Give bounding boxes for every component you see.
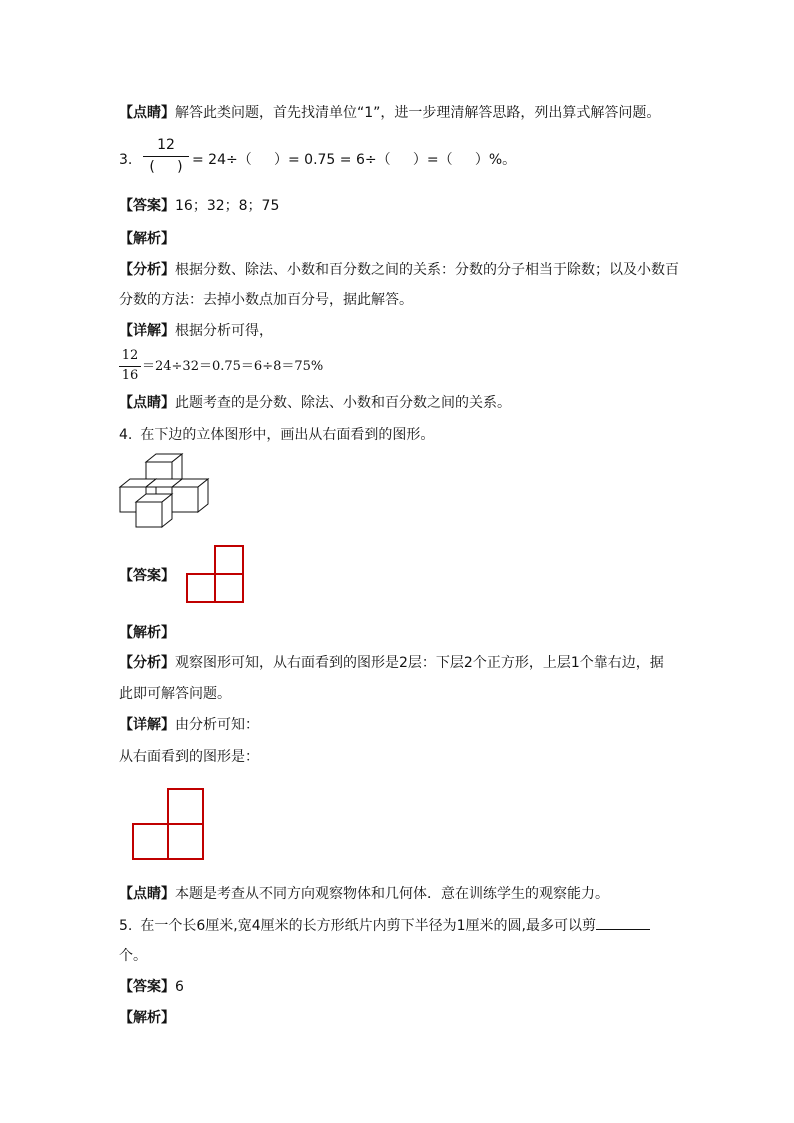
q4-text: 在下边的立体图形中，画出从右面看到的图形。 bbox=[140, 427, 435, 443]
detail-tag: 【详解】 bbox=[119, 717, 175, 733]
detail-figure bbox=[131, 787, 207, 861]
detail-text: 由分析可知： bbox=[175, 717, 259, 733]
comment-text: 解答此类问题，首先找清单位“1”，进一步理清解答思路，列出算式解答问题。 bbox=[175, 105, 661, 121]
q3-detail bbox=[119, 321, 273, 341]
answer-tag: 【答案】 bbox=[119, 198, 175, 214]
q3-analysis-line1 bbox=[119, 260, 679, 280]
q3-eq-fraction bbox=[119, 348, 141, 384]
q3-number: 3. bbox=[119, 152, 133, 168]
q4-detail-line2: 从右面看到的图形是： bbox=[119, 749, 259, 765]
comment-tag: 【点睛】 bbox=[119, 395, 175, 411]
comment-text: 本题是考查从不同方向观察物体和几何体．意在训练学生的观察能力。 bbox=[175, 886, 609, 902]
q3-equation: = 24÷（ ）= 0.75 = 6÷（ ）=（ ）%。 bbox=[192, 152, 517, 168]
q4-number: 4. bbox=[119, 427, 133, 443]
q5-question-line2: 个。 bbox=[119, 948, 147, 964]
answer-text: 6 bbox=[175, 979, 184, 995]
answer-blank[interactable] bbox=[596, 915, 650, 930]
q5-text: 在一个长6厘米,宽4厘米的长方形纸片内剪下半径为1厘米的圆,最多可以剪 bbox=[140, 918, 596, 934]
answer-tag: 【答案】 bbox=[119, 979, 175, 995]
cube-figure bbox=[118, 452, 212, 530]
q5-question-line1 bbox=[119, 915, 650, 936]
fraction-numerator: 12 bbox=[121, 348, 139, 363]
q4-question bbox=[119, 425, 434, 445]
q4-analysis-line1 bbox=[119, 653, 664, 673]
q4-answer-tag: 【答案】 bbox=[119, 568, 175, 584]
q3-jiexi: 【解析】 bbox=[119, 231, 175, 247]
q3-analysis-line2: 分数的方法：去掉小数点加百分号，据此解答。 bbox=[119, 292, 413, 308]
q5-number: 5. bbox=[119, 918, 133, 934]
q4-analysis-line2: 此即可解答问题。 bbox=[119, 686, 231, 702]
q5-answer bbox=[119, 977, 184, 997]
fraction-numerator: 12 bbox=[157, 137, 175, 153]
q3-fraction bbox=[143, 136, 189, 176]
answer-figure bbox=[185, 545, 245, 603]
fraction-denominator: ( ) bbox=[149, 159, 183, 175]
q5-jiexi: 【解析】 bbox=[119, 1010, 175, 1026]
comment-tag: 【点睛】 bbox=[119, 886, 175, 902]
detail-tag: 【详解】 bbox=[119, 323, 175, 339]
analysis-tag: 【分析】 bbox=[119, 655, 175, 671]
analysis-text: 根据分数、除法、小数和百分数之间的关系：分数的分子相当于除数；以及小数百 bbox=[175, 262, 679, 278]
q4-detail bbox=[119, 715, 259, 735]
q4-jiexi: 【解析】 bbox=[119, 625, 175, 641]
analysis-tag: 【分析】 bbox=[119, 262, 175, 278]
q3-answer bbox=[119, 196, 279, 216]
q4-comment bbox=[119, 884, 609, 904]
fraction-denominator: 16 bbox=[121, 368, 139, 383]
answer-text: 16；32；8；75 bbox=[175, 198, 280, 214]
q2-comment bbox=[119, 103, 660, 123]
q3-comment bbox=[119, 393, 511, 413]
analysis-text: 观察图形可知，从右面看到的图形是2层：下层2个正方形，上层1个靠右边，据 bbox=[175, 655, 664, 671]
q3-eq-rest: ＝24÷32＝0.75＝6÷8＝75% bbox=[142, 359, 324, 374]
comment-text: 此题考查的是分数、除法、小数和百分数之间的关系。 bbox=[175, 395, 511, 411]
comment-tag: 【点睛】 bbox=[119, 105, 175, 121]
detail-text: 根据分析可得， bbox=[175, 323, 273, 339]
